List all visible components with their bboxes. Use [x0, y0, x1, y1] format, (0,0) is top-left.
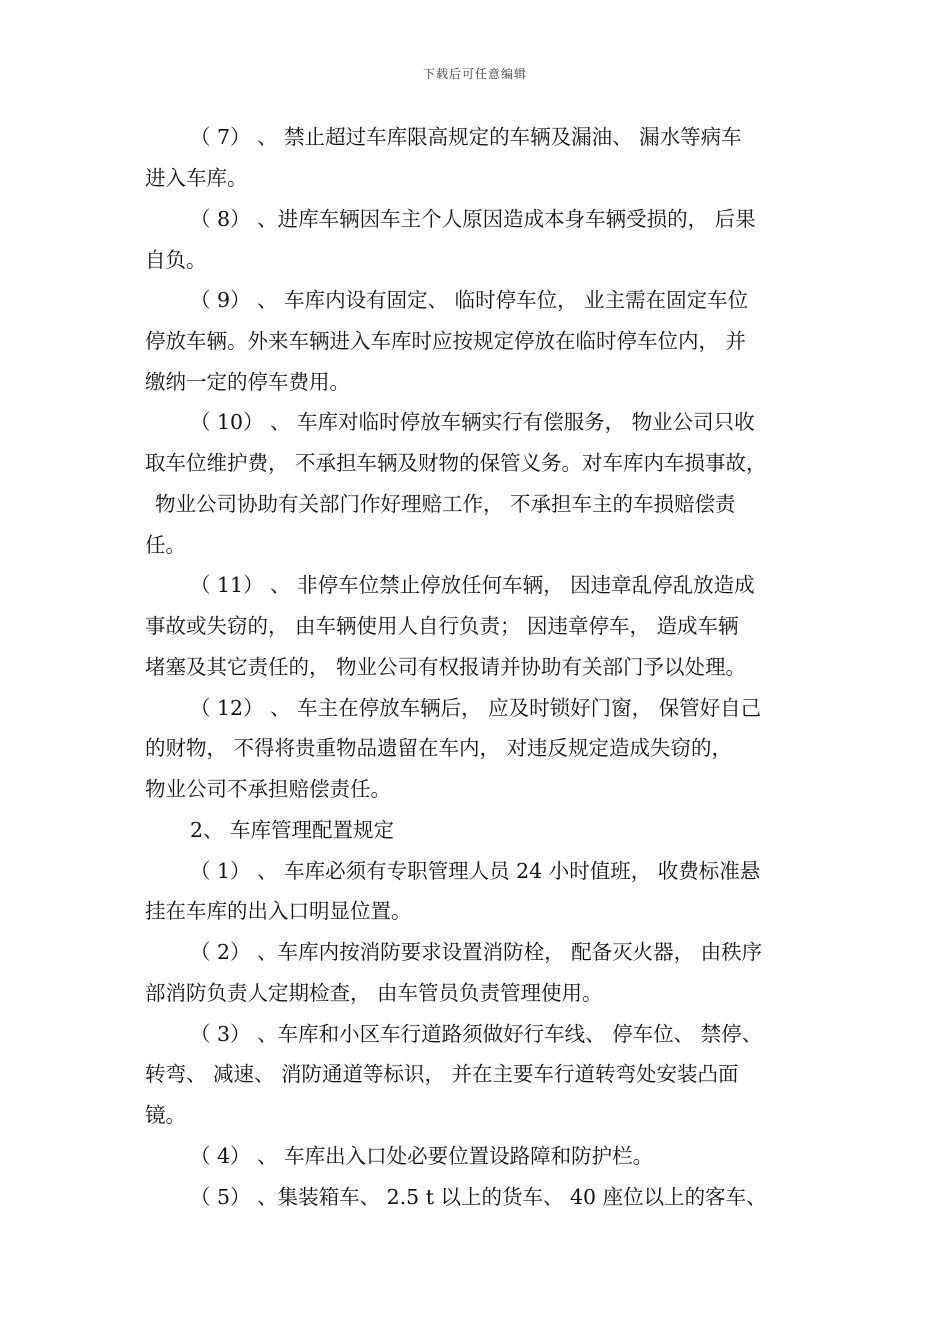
text-line: 物业公司协助有关部门作好理赔工作， 不承担车主的车损赔偿责: [155, 492, 736, 516]
text-line: 挂在车库的出入口明显位置。: [145, 899, 412, 923]
text-line: 物业公司不承担赔偿责任。: [145, 777, 391, 801]
text-line: （ 11） 、 非停车位禁止停放任何车辆， 因违章乱停乱放造成: [190, 573, 755, 597]
text-line: （ 1） 、 车库必须有专职管理人员 24 小时值班， 收费标准悬: [190, 859, 761, 883]
text-line: （ 12） 、 车主在停放车辆后， 应及时锁好门窗， 保管好自己: [190, 696, 762, 720]
page-header: 下载后可任意编辑: [422, 67, 527, 81]
text-line: （ 8） 、进库车辆因车主个人原因造成本身车辆受损的， 后果: [190, 207, 756, 231]
text-line: 的财物， 不得将贵重物品遗留在车内， 对违反规定造成失窃的，: [145, 736, 733, 760]
text-line: 事故或失窃的， 由车辆使用人自行负责； 因违章停车， 造成车辆: [145, 614, 739, 638]
text-line: 部消防负责人定期检查， 由车管员负责管理使用。: [145, 981, 603, 1005]
text-line: 转弯、 减速、 消防通道等标识， 并在主要车行道转弯处安装凸面: [145, 1062, 739, 1086]
text-line: （ 9） 、 车库内设有固定、 临时停车位， 业主需在固定车位: [190, 288, 749, 312]
section-heading: 2、 车库管理配置规定: [190, 818, 395, 842]
text-line: 停放车辆。外来车辆进入车库时应按规定停放在临时停车位内， 并: [145, 329, 747, 353]
text-line: （ 4） 、 车库出入口处必要位置设路障和防护栏。: [190, 1144, 654, 1168]
text-line: 进入车库。: [145, 166, 248, 190]
text-line: 取车位维护费， 不承担车辆及财物的保管义务。对车库内车损事故，: [145, 451, 767, 475]
text-line: （ 10） 、 车库对临时停放车辆实行有偿服务， 物业公司只收: [190, 410, 755, 434]
text-line: （ 5） 、集装箱车、 2.5 t 以上的货车、 40 座位以上的客车、: [190, 1185, 767, 1209]
text-line: （ 2） 、车库内按消防要求设置消防栓， 配备灭火器， 由秩序: [190, 940, 763, 964]
text-line: 自负。: [145, 248, 207, 272]
text-line: （ 3） 、车库和小区车行道路须做好行车线、 停车位、 禁停、: [190, 1022, 763, 1046]
text-line: 镜。: [145, 1103, 186, 1127]
text-line: 任。: [145, 533, 186, 557]
text-line: （ 7） 、 禁止超过车库限高规定的车辆及漏油、 漏水等病车: [190, 125, 742, 149]
text-line: 缴纳一定的停车费用。: [145, 370, 350, 394]
text-line: 堵塞及其它责任的， 物业公司有权报请并协助有关部门予以处理。: [145, 655, 747, 679]
